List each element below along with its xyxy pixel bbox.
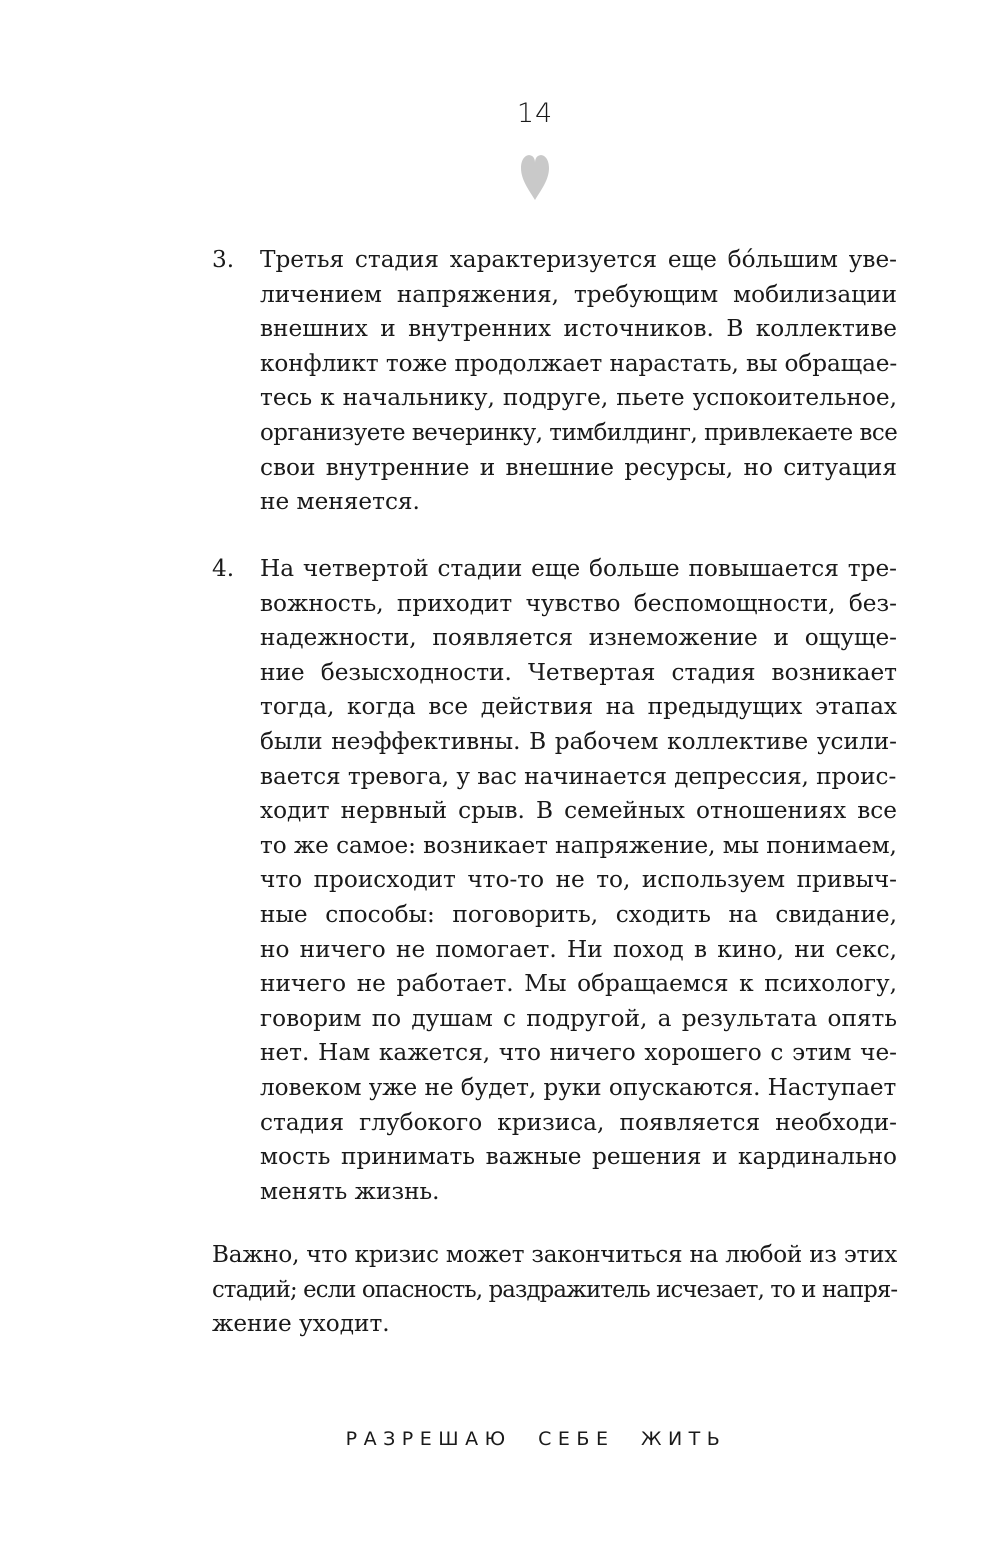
page-number: 14	[516, 98, 554, 129]
list-item-3	[212, 243, 897, 520]
text-line: менять жизнь.	[260, 1177, 440, 1205]
text-line: свои внутренние и внешние ресурсы, но ситуация	[260, 453, 897, 481]
text-line: На четвертой стадии еще больше повышается тре-	[260, 555, 897, 582]
text-line: говорим по душам с подругой, а результата опять	[260, 1004, 897, 1032]
text-line: стадий; если опасность, раздражитель исчезает, то и напря-	[212, 1275, 898, 1303]
text-line: что происходит что-то не то, используем привыч-	[260, 866, 897, 894]
heart-icon	[519, 150, 551, 202]
text-line: стадия глубокого кризиса, появляется необходи-	[260, 1108, 897, 1136]
text-line: вается тревога, у вас начинается депрессия, проис-	[260, 762, 897, 790]
list-item-text	[260, 243, 897, 520]
text-line: Важно, что кризис может закончиться на любой из этих	[212, 1241, 898, 1268]
list-item-4	[212, 552, 897, 1209]
text-line: но ничего не помогает. Ни поход в кино, ни секс,	[260, 935, 897, 963]
text-line: ничего не работает. Мы обращаемся к психологу,	[260, 970, 897, 998]
text-line: ние безысходности. Четвертая стадия возникает	[260, 658, 897, 686]
text-line: ные способы: поговорить, сходить на свидание,	[260, 900, 897, 928]
list-item-number: 3.	[212, 246, 235, 273]
text-line: мость принимать важные решения и кардинально	[260, 1143, 897, 1171]
closing-paragraph	[212, 1238, 897, 1342]
text-line: жение уходит.	[212, 1310, 390, 1338]
text-line: ловеком уже не будет, руки опускаются. Наступает	[260, 1073, 897, 1101]
text-line: личением напряжения, требующим мобилизации	[260, 280, 897, 308]
text-line: ходит нервный срыв. В семейных отношениях все	[260, 797, 897, 825]
text-line: не меняется.	[260, 488, 420, 516]
running-footer: РАЗРЕШАЮ СЕБЕ ЖИТЬ	[345, 1428, 727, 1450]
text-line: тесь к начальнику, подруге, пьете успокоительное,	[260, 384, 897, 412]
text-line: тогда, когда все действия на предыдущих этапах	[260, 693, 897, 721]
text-line: то же самое: возникает напряжение, мы понимаем,	[260, 831, 897, 859]
text-line: Третья стадия характеризуется еще бо́льшим уве-	[260, 246, 897, 273]
list-item-text	[260, 552, 897, 1209]
text-line: конфликт тоже продолжает нарастать, вы обращае-	[260, 349, 898, 377]
list-item-number: 4.	[212, 555, 235, 582]
text-line: внешних и внутренних источников. В коллективе	[260, 315, 897, 343]
text-line: вожность, приходит чувство беспомощности, без-	[260, 589, 897, 617]
text-line: нет. Нам кажется, что ничего хорошего с этим че-	[260, 1039, 897, 1067]
text-line: организуете вечеринку, тимбилдинг, привлекаете все	[260, 418, 898, 446]
text-line: были неэффективны. В рабочем коллективе усили-	[260, 727, 897, 755]
text-line: надежности, появляется изнеможение и ощуще-	[260, 624, 897, 652]
